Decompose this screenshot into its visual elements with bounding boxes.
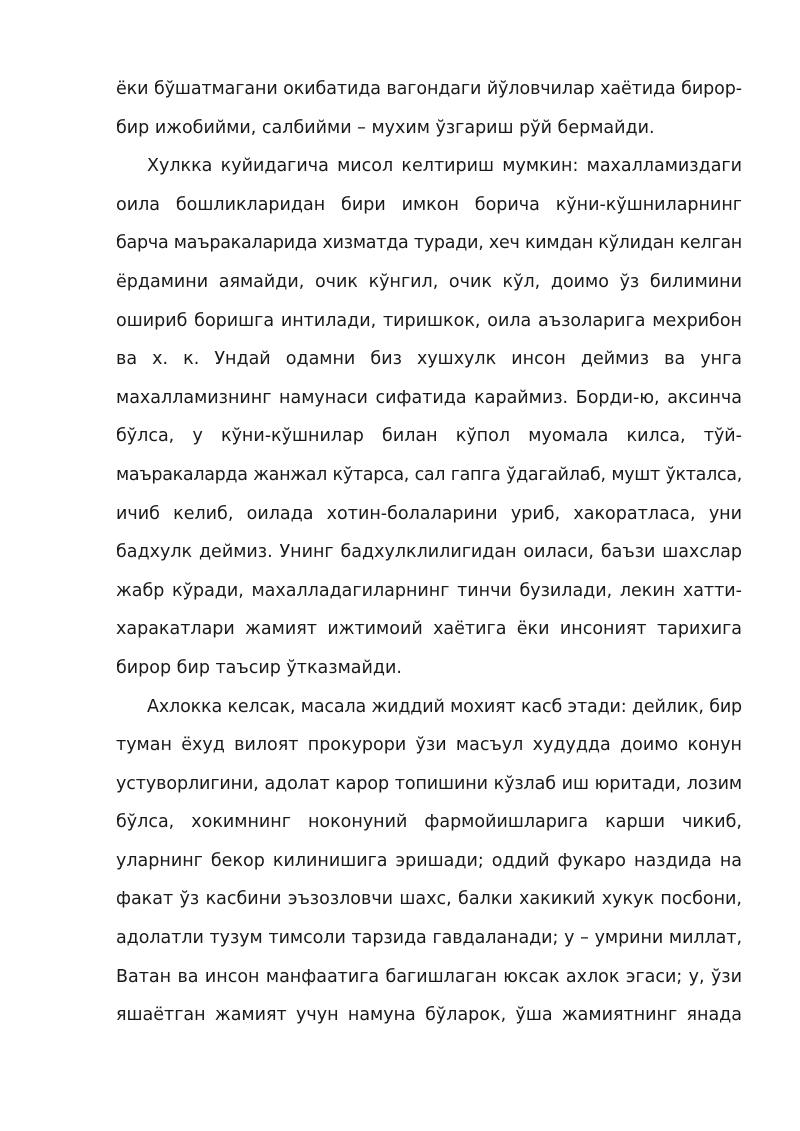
text-line: ва х. к. Ундай одамни биз хушхулк инсон деймиз ва унга: [116, 349, 742, 370]
text-line: жабр кўради, махалладагиларнинг тинчи бузилади, лекин хатти-: [116, 580, 742, 601]
text-line: бир ижобийми, салбийми – мухим ўзгариш рўй бермайди.: [116, 117, 655, 138]
text-line: адолатли тузум тимсоли тарзида гавдаланади; у – умрини миллат,: [116, 928, 742, 949]
text-line: бўлса, у кўни-кўшнилар билан кўпол муомала килса, тўй-: [116, 426, 742, 447]
text-line: барча маъракаларида хизматда туради, хеч кимдан кўлидан келган: [116, 233, 742, 254]
paragraph-first-line: Хулкка куйидагича мисол келтириш мумкин: махалламиздаги: [147, 156, 742, 177]
text-line: харакатлари жамият ижтимоий хаётига ёки инсоният тарихига: [116, 619, 742, 640]
text-line: факат ўз касбини эъзозловчи шахс, балки хакикий хукук посбони,: [116, 889, 742, 910]
text-line: махалламизнинг намунаси сифатида караймиз. Борди-ю, аксинча: [116, 387, 742, 408]
text-line: туман ёхуд вилоят прокурори ўзи масъул худудда доимо конун: [116, 735, 742, 756]
text-line: ёрдамини аямайди, очик кўнгил, очик кўл, доимо ўз билимини: [116, 271, 742, 292]
paragraph-first-line: Ахлокка келсак, масала жиддий мохият касб этади: дейлик, бир: [147, 696, 743, 717]
text-line: ёки бўшатмагани окибатида вагондаги йўловчилар хаётида бирор-: [116, 79, 742, 99]
text-line: ошириб боришга интилади, тиришкок, оила аъзоларига мехрибон: [116, 310, 742, 331]
text-line: уларнинг бекор килинишига эришади; оддий фукаро наздида на: [116, 850, 742, 871]
text-line: бирор бир таъсир ўтказмайди.: [116, 657, 402, 678]
body-text: [116, 70, 742, 1035]
text-line: маъракаларда жанжал кўтарса, сал гапга ўдагайлаб, мушт ўкталса,: [116, 464, 742, 485]
text-line: оила бошликларидан бири имкон борича кўни-кўшниларнинг: [116, 194, 742, 215]
text-line: устуворлигини, адолат карор топишини кўзлаб иш юритади, лозим: [116, 773, 742, 794]
text-line: бадхулк деймиз. Унинг бадхулклилигидан оиласи, баъзи шахслар: [116, 542, 742, 563]
text-line: Ватан ва инсон манфаатига багишлаган юксак ахлок эгаси; у, ўзи: [116, 966, 742, 987]
text-line: яшаётган жамият учун намуна бўларок, ўша жамиятнинг янада: [116, 1005, 742, 1026]
text-line: ичиб келиб, оилада хотин-болаларини уриб, хакоратласа, уни: [116, 503, 742, 524]
text-line: бўлса, хокимнинг ноконуний фармойишларига карши чикиб,: [116, 812, 742, 833]
